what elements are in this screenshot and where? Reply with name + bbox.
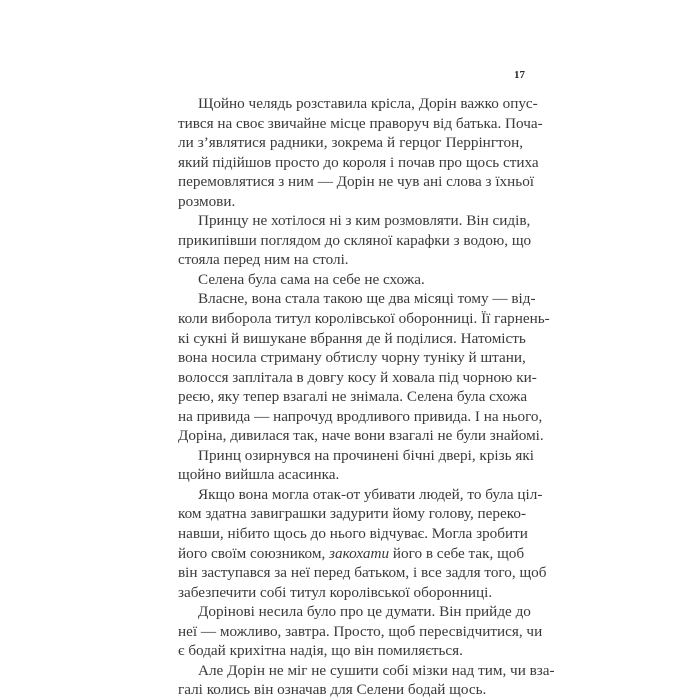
- paragraph-8: [178, 661, 555, 700]
- text-run: його своїм союзником,: [178, 544, 330, 562]
- text-line: ком здатна завиграшки задурити йому голову, переко-: [178, 505, 526, 523]
- page-number: 17: [514, 69, 525, 81]
- text-line: забезпечити собі титул королівської оборонниці.: [178, 583, 493, 601]
- text-line: Принц озирнувся на прочинені бічні двері, крізь які: [198, 446, 534, 464]
- italic-emphasis: закохати: [329, 544, 390, 562]
- text-line: ли з’являтися радники, зокрема й герцог Перрінгтон,: [178, 134, 523, 152]
- text-line: Дорінові несила було про це думати. Він прийде до: [198, 603, 531, 621]
- text-line: вона носила стриману обтислу чорну туніку й штани,: [178, 349, 526, 367]
- text-line: тився на своє звичайне місце праворуч від батька. Поча-: [178, 114, 543, 132]
- text-line: перемовлятися з ним — Дорін не чув ані слова з їхньої: [178, 173, 535, 191]
- text-line: Селена була сама на себе не схожа.: [198, 270, 425, 288]
- text-line: Якщо вона могла отак-от убивати людей, то була ціл-: [198, 485, 543, 503]
- body-text: [178, 94, 555, 700]
- text-line: Доріна, дивилася так, наче вони взагалі не були знайомі.: [178, 427, 544, 445]
- text-line: коли виборола титул королівської оборонниці. Її гарнень-: [178, 310, 550, 328]
- text-line-with-italic: [178, 544, 523, 564]
- text-line: який підійшов просто до короля і почав про щось стиха: [178, 153, 539, 171]
- text-run: його в себе так, щоб: [389, 544, 525, 562]
- text-line: він заступався за неї перед батьком, і все задля того, щоб: [178, 564, 547, 582]
- text-line: прикипівши поглядом до скляної карафки з водою, що: [178, 231, 532, 249]
- text-line: Принцу не хотілося ні з ким розмовляти. Він сидів,: [198, 212, 531, 230]
- paragraph-3: [178, 270, 523, 290]
- paragraph-6: [178, 485, 547, 602]
- text-line: на привида — напрочуд вродливого привида. І на нього,: [178, 407, 543, 425]
- text-line: неї — можливо, завтра. Просто, щоб пересвідчитися, чи: [178, 622, 543, 640]
- paragraph-5: [178, 446, 534, 485]
- paragraph-7: [178, 602, 543, 661]
- paragraph-1: [178, 94, 543, 211]
- text-line: щойно вийшла асасинка.: [178, 466, 340, 484]
- text-line: навши, нібито щось до нього відчуває. Могла зробити: [178, 525, 528, 543]
- text-line: Але Дорін не міг не сушити собі мізки над тим, чи вза-: [198, 661, 555, 679]
- text-line: волосся заплітала в довгу косу й ховала під чорною ки-: [178, 368, 537, 386]
- text-line: реєю, яку тепер взагалі не знімала. Селена була схожа: [178, 388, 528, 406]
- text-line: Власне, вона стала такою ще два місяці тому — від-: [198, 290, 536, 308]
- text-line: галі колись він означав для Селени бодай щось.: [178, 681, 487, 699]
- text-line: є бодай крихітна надія, що він помиляється.: [178, 642, 463, 660]
- paragraph-2: [178, 211, 532, 270]
- text-line: розмови.: [178, 192, 236, 210]
- text-line: стояла перед ним на столі.: [178, 251, 349, 269]
- paragraph-4: [178, 289, 550, 445]
- text-line: Щойно челядь розставила крісла, Дорін важко опус-: [198, 95, 538, 112]
- text-line: кі сукні й вишукане вбрання де й поділися. Натомість: [178, 329, 526, 347]
